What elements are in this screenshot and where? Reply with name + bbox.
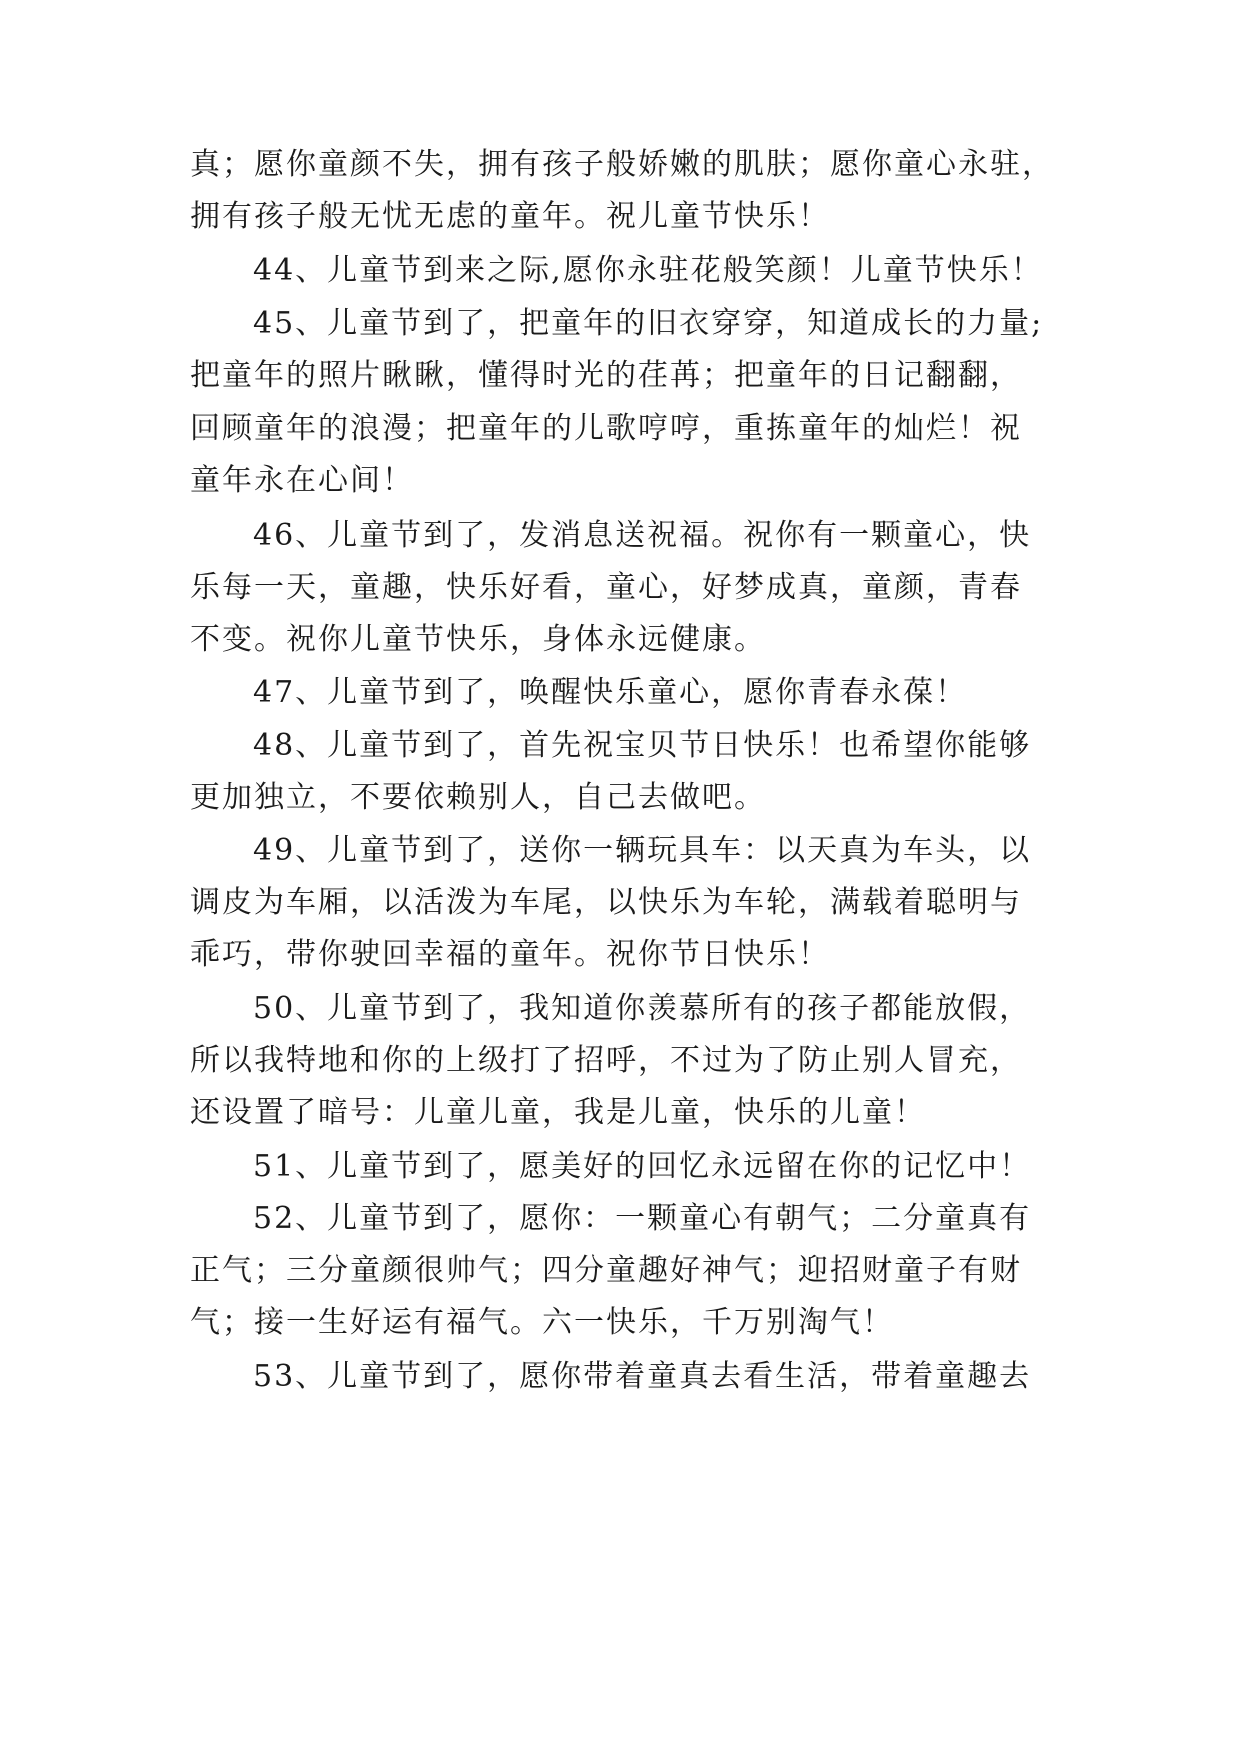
text-line-11: 47、儿童节到了，唤醒快乐童心，愿你青春永葆！ <box>253 675 968 710</box>
text-line-16: 乖巧，带你驶回幸福的童年。祝你节日快乐！ <box>190 937 830 972</box>
text-line-19: 还设置了暗号：儿童儿童，我是儿童，快乐的儿童！ <box>190 1095 926 1130</box>
text-line-18: 所以我特地和你的上级打了招呼，不过为了防止别人冒充， <box>190 1043 1022 1078</box>
text-line-13: 更加独立，不要依赖别人，自己去做吧。 <box>190 780 766 815</box>
text-line-17: 50、儿童节到了，我知道你羡慕所有的孩子都能放假， <box>253 991 1032 1026</box>
text-line-5: 把童年的照片瞅瞅，懂得时光的荏苒；把童年的日记翻翻， <box>190 358 1022 393</box>
text-line-10: 不变。祝你儿童节快乐，身体永远健康。 <box>190 622 766 657</box>
text-line-20: 51、儿童节到了，愿美好的回忆永远留在你的记忆中！ <box>253 1149 1032 1184</box>
text-line-23: 气；接一生好运有福气。六一快乐，千万别淘气！ <box>190 1305 894 1340</box>
text-line-14: 49、儿童节到了，送你一辆玩具车：以天真为车头，以 <box>253 833 1032 868</box>
text-line-4: 45、儿童节到了，把童年的旧衣穿穿，知道成长的力量; <box>253 306 1044 341</box>
text-line-2: 拥有孩子般无忧无虑的童年。祝儿童节快乐！ <box>190 199 830 234</box>
text-line-22: 正气；三分童颜很帅气；四分童趣好神气；迎招财童子有财 <box>190 1253 1022 1288</box>
text-line-12: 48、儿童节到了，首先祝宝贝节日快乐！也希望你能够 <box>253 728 1032 763</box>
text-line-24: 53、儿童节到了，愿你带着童真去看生活，带着童趣去 <box>253 1359 1032 1394</box>
text-line-6: 回顾童年的浪漫；把童年的儿歌哼哼，重拣童年的灿烂！祝 <box>190 411 1022 446</box>
text-line-21: 52、儿童节到了，愿你：一颗童心有朝气；二分童真有 <box>253 1201 1032 1236</box>
text-line-3: 44、儿童节到来之际,愿你永驻花般笑颜！儿童节快乐！ <box>253 253 1043 288</box>
text-line-9: 乐每一天，童趣，快乐好看，童心，好梦成真，童颜，青春 <box>190 570 1022 605</box>
text-line-1: 真；愿你童颜不失，拥有孩子般娇嫩的肌肤；愿你童心永驻， <box>190 147 1054 182</box>
text-line-15: 调皮为车厢，以活泼为车尾，以快乐为车轮，满载着聪明与 <box>190 885 1022 920</box>
text-line-7: 童年永在心间！ <box>190 463 414 498</box>
text-line-8: 46、儿童节到了，发消息送祝福。祝你有一颗童心，快 <box>253 518 1032 553</box>
